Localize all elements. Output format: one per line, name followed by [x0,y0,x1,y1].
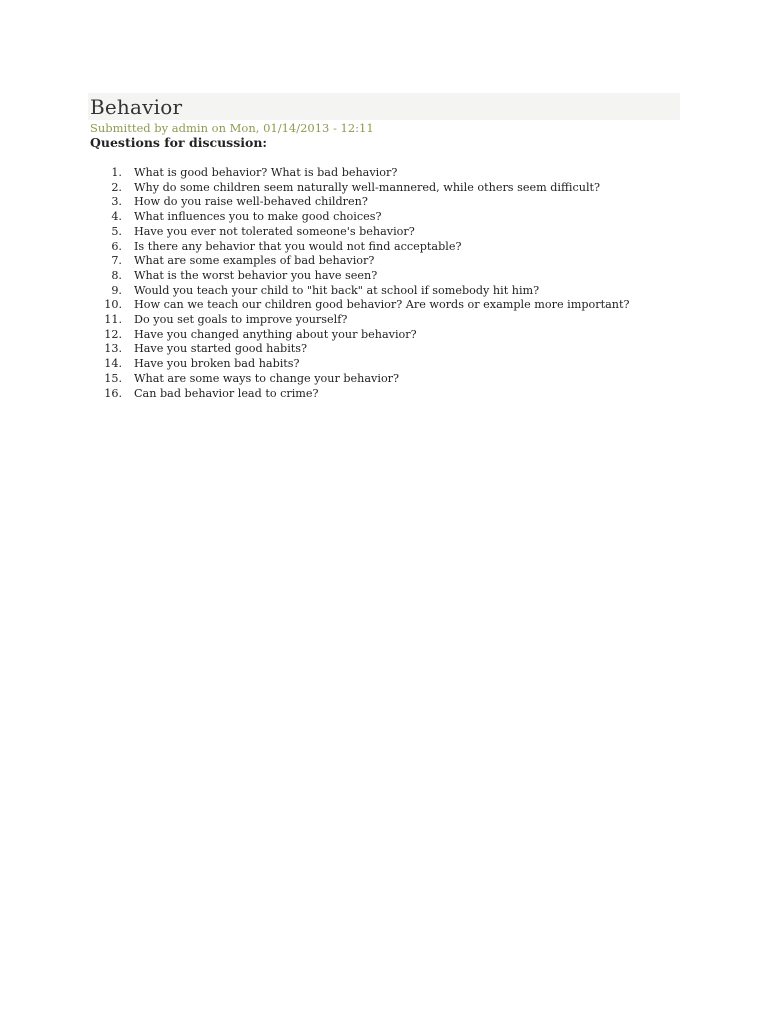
item-number: 1. [111,166,122,179]
list-item [88,298,680,313]
item-number: 13. [104,342,122,356]
list-item [88,284,680,299]
item-text: Why do some children seem naturally well-mannered, while others seem difficult? [134,180,601,194]
item-text: What is the worst behavior you have seen? [134,268,378,282]
item-number: 16. [104,386,122,400]
item-number: 14. [104,357,122,371]
item-text: What influences you to make good choices? [134,210,382,224]
item-number: 15. [104,371,122,385]
item-text: Can bad behavior lead to crime? [134,386,319,400]
submitted-info: Submitted by admin on Mon, 01/14/2013 - 12:11 [90,121,374,135]
list-item [88,225,680,240]
list-item [88,387,680,402]
item-text: Do you set goals to improve yourself? [134,313,348,327]
item-text: Have you changed anything about your behavior? [134,327,417,341]
list-item [88,328,680,343]
item-text: How do you raise well-behaved children? [134,195,368,209]
item-number: 11. [104,313,122,327]
item-text: Have you broken bad habits? [134,357,300,371]
item-number: 3. [111,195,122,209]
item-text: How can we teach our children good behavior? Are words or example more important? [134,298,630,312]
item-text: What is good behavior? What is bad behavior? [134,166,398,179]
item-number: 6. [111,239,122,253]
item-number: 8. [111,268,122,282]
item-text: Have you started good habits? [134,342,308,356]
list-item [88,181,680,196]
item-number: 9. [111,283,122,297]
list-item [88,357,680,372]
item-text: Have you ever not tolerated someone's behavior? [134,224,415,238]
list-item [88,166,680,181]
section-heading: Questions for discussion: [90,135,268,150]
item-text: What are some ways to change your behavior? [134,371,400,385]
item-number: 2. [111,180,122,194]
item-number: 5. [111,224,122,238]
title-bar [88,93,680,120]
list-item [88,240,680,255]
item-number: 7. [111,254,122,268]
item-number: 10. [104,298,122,312]
page-title: Behavior [90,94,183,119]
list-item [88,269,680,284]
list-item [88,210,680,225]
list-item [88,342,680,357]
list-item [88,254,680,269]
question-list [88,166,680,401]
item-text: What are some examples of bad behavior? [134,254,375,268]
item-number: 12. [104,327,122,341]
list-item [88,372,680,387]
item-text: Would you teach your child to "hit back" at school if somebody hit him? [134,283,540,297]
item-text: Is there any behavior that you would not find acceptable? [134,239,462,253]
list-item [88,313,680,328]
list-item [88,195,680,210]
article [88,93,680,401]
item-number: 4. [111,210,122,224]
